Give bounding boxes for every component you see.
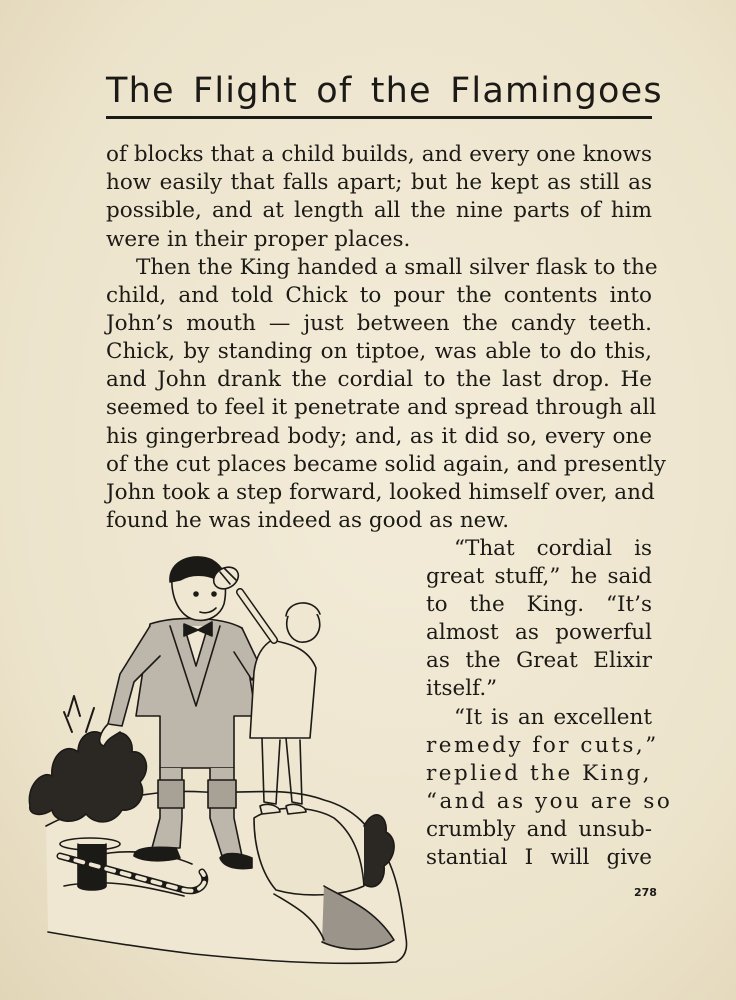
page-number: 278 xyxy=(634,886,657,899)
column-text-line: remedy for cuts,” xyxy=(426,733,659,758)
column-text-line: “It is an excellent xyxy=(454,705,652,730)
column-text-line: crumbly and unsub- xyxy=(426,817,652,842)
text-line: John’s mouth — just between the candy teeth. xyxy=(106,311,652,336)
column-text-line: “and as you are so xyxy=(426,789,673,814)
column-text-line: itself.” xyxy=(426,676,498,701)
column-text-line: great stuff,” he said xyxy=(426,564,652,589)
text-line: of the cut places became solid again, and presently xyxy=(106,452,666,477)
text-line: how easily that falls apart; but he kept as still as xyxy=(106,170,652,195)
text-line: possible, and at length all the nine parts of him xyxy=(106,198,652,223)
text-line: his gingerbread body; and, as it did so, every one xyxy=(106,424,652,449)
text-line: Chick, by standing on tiptoe, was able to do this, xyxy=(106,339,652,364)
text-line: were in their proper places. xyxy=(106,227,411,252)
text-line: found he was indeed as good as new. xyxy=(106,508,510,533)
illustration-gingerbread-man-and-child xyxy=(24,556,424,968)
column-text-line: almost as powerful xyxy=(426,620,652,645)
column-text-line: “That cordial is xyxy=(454,536,652,561)
header-rule xyxy=(106,116,652,119)
text-line: child, and told Chick to pour the contents into xyxy=(106,283,652,308)
column-text-line: replied the King, xyxy=(426,761,652,786)
column-text-line: as the Great Elixir xyxy=(426,648,652,673)
running-head: The Flight of the Flamingoes xyxy=(106,71,663,111)
column-text-line: stantial I will give xyxy=(426,845,652,870)
text-line: of blocks that a child builds, and every one knows xyxy=(106,142,652,167)
text-line: John took a step forward, looked himself over, and xyxy=(106,480,655,505)
text-line: Then the King handed a small silver flask to the xyxy=(136,255,658,280)
text-line: and John drank the cordial to the last drop. He xyxy=(106,367,652,392)
text-line: seemed to feel it penetrate and spread through all xyxy=(106,395,657,420)
column-text-line: to the King. “It’s xyxy=(426,592,652,617)
